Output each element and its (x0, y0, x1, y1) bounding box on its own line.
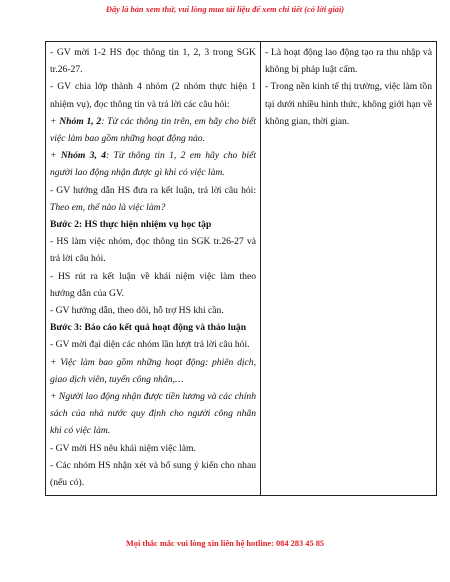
group-task-1-2: + Nhóm 1, 2: Từ các thông tin trên, em hãy cho biết việc làm bao gồm những hoạt động nào. (50, 115, 256, 145)
preview-banner: Đây là bản xem thử, vui lòng mua tài liệu để xem chi tiết (có lời giải) (105, 5, 345, 14)
left-paragraph: - HS làm việc nhóm, đọc thông tin SGK tr.26-27 và trả lời câu hỏi. (50, 236, 256, 265)
right-paragraph: - Trong nền kinh tế thị trường, việc làm tồn tại dưới nhiều hình thức, không giới hạn về không gian, thời gian. (265, 81, 432, 127)
left-paragraph: - GV chia lớp thành 4 nhóm (2 nhóm thực hiện 1 nhiệm vụ), đọc thông tin và trả lời các câu hỏi: (50, 81, 256, 110)
left-paragraph: - GV mời đại diện các nhóm lần lượt trả lời câu hỏi. (50, 339, 250, 351)
left-paragraph: - GV mời 1-2 HS đọc thông tin 1, 2, 3 trong SGK tr.26-27. (50, 47, 256, 76)
group-task-3-4: + Nhóm 3, 4: Từ thông tin 1, 2 em hãy cho biết người lao động nhận được gì khi có việc làm. (50, 150, 257, 179)
teacher-activity-cell (46, 42, 261, 496)
step-3-heading: Bước 3: Báo cáo kết quả hoạt động và thảo luận (50, 322, 247, 334)
answer-benefits: + Người lao động nhận được tiền lương và các chính sách của nhà nước quy định cho người công nhân khi có việc làm. (50, 391, 256, 437)
step-2-heading: Bước 2: HS thực hiện nhiệm vụ học tập (50, 219, 212, 231)
right-paragraph: - Là hoạt động lao động tạo ra thu nhập và không bị pháp luật cấm. (265, 47, 432, 76)
expected-outcome-cell (261, 42, 437, 496)
left-paragraph: - HS rút ra kết luận về khái niệm việc làm theo hướng dẫn của GV. (50, 270, 256, 299)
left-paragraph: - GV mời HS nêu khái niệm việc làm. (50, 442, 196, 454)
left-paragraph: - Các nhóm HS nhận xét và bổ sung ý kiến cho nhau (nếu có). (50, 459, 256, 489)
table-row (46, 42, 437, 496)
left-paragraph: - GV hướng dẫn, theo dõi, hỗ trợ HS khi cần. (50, 305, 224, 317)
lesson-table (45, 41, 437, 496)
answer-activities: + Việc làm bao gồm những hoạt động: phiên dịch, giao dịch viên, tuyển công nhân,… (50, 356, 256, 385)
left-paragraph: - GV hướng dẫn HS đưa ra kết luận, trả lời câu hỏi: Theo em, thế nào là việc làm? (50, 184, 256, 213)
hotline-footer: Mọi thắc mắc vui lòng xin liên hệ hotline: 084 283 45 85 (125, 539, 325, 548)
